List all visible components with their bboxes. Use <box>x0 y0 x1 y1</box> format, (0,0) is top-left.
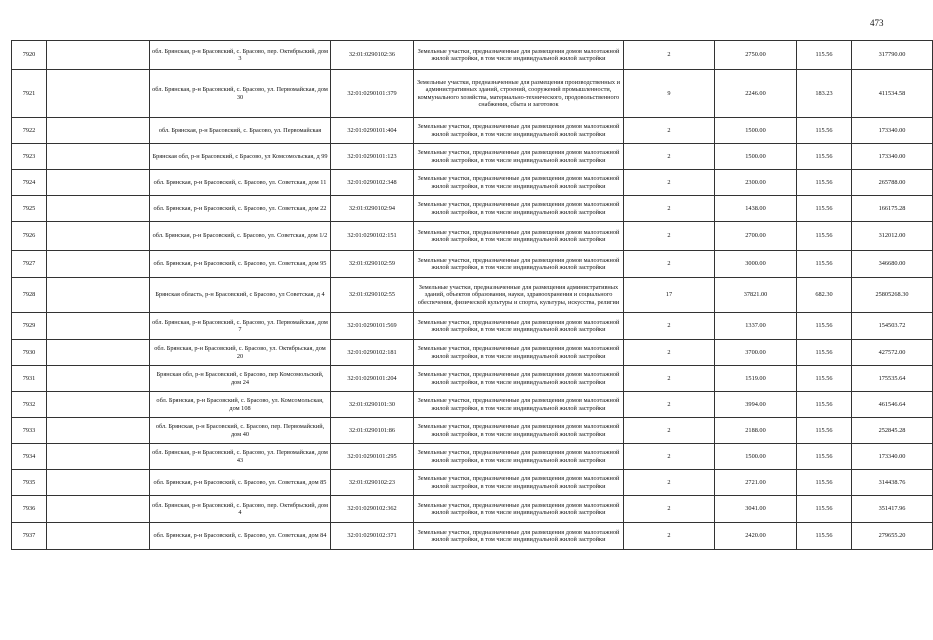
cell-specific-value: 115.56 <box>797 392 852 418</box>
table-row <box>12 392 933 418</box>
cell-row-number: 7929 <box>12 313 47 340</box>
cell-cadastral-number: 32:01:0290102:36 <box>331 41 414 70</box>
cell-specific-value: 115.56 <box>797 41 852 70</box>
cell-area: 3000.00 <box>715 251 797 278</box>
cell-use-group: 2 <box>624 366 715 392</box>
cell-use-group: 2 <box>624 41 715 70</box>
cell-area: 2300.00 <box>715 170 797 196</box>
cell-cadastral-value: 166175.28 <box>852 196 933 222</box>
cell-use-group: 17 <box>624 278 715 313</box>
cell-specific-value: 183.23 <box>797 70 852 118</box>
cell-area: 1438.00 <box>715 196 797 222</box>
cell-row-number: 7925 <box>12 196 47 222</box>
table-row <box>12 41 933 70</box>
cell-cadastral-number: 32:01:0290102:94 <box>331 196 414 222</box>
cell-row-number: 7935 <box>12 470 47 496</box>
cell-land-use: Земельные участки, предназначенные для размещения домов малоэтажной жилой застройки, в том числе индивидуальной жилой застройки <box>414 340 624 366</box>
cell-land-use: Земельные участки, предназначенные для размещения домов малоэтажной жилой застройки, в том числе индивидуальной жилой застройки <box>414 313 624 340</box>
cell-specific-value: 115.56 <box>797 496 852 523</box>
cell-specific-value: 682.30 <box>797 278 852 313</box>
cell-use-group: 9 <box>624 70 715 118</box>
cell-use-group: 2 <box>624 222 715 251</box>
table-row <box>12 340 933 366</box>
cell-address: обл. Брянская, р-н Брасовский, с. Брасово, ул. Октябрьская, дом 20 <box>150 340 331 366</box>
cell-use-group: 2 <box>624 392 715 418</box>
cell-land-use: Земельные участки, предназначенные для размещения домов малоэтажной жилой застройки, в том числе индивидуальной жилой застройки <box>414 251 624 278</box>
cell-land-use: Земельные участки, предназначенные для размещения домов малоэтажной жилой застройки, в том числе индивидуальной жилой застройки <box>414 496 624 523</box>
cell-row-number: 7923 <box>12 144 47 170</box>
cell-cadastral-number: 32:01:0290101:379 <box>331 70 414 118</box>
registry-table-body <box>12 41 933 550</box>
cell-specific-value: 115.56 <box>797 118 852 144</box>
cell-area: 1500.00 <box>715 444 797 470</box>
cell-cadastral-value: 279655.20 <box>852 523 933 550</box>
cell-row-number: 7926 <box>12 222 47 251</box>
cell-specific-value: 115.56 <box>797 144 852 170</box>
cell-row-number: 7930 <box>12 340 47 366</box>
cell-use-group: 2 <box>624 470 715 496</box>
cell-area: 2721.00 <box>715 470 797 496</box>
cell-cadastral-value: 411534.58 <box>852 70 933 118</box>
table-row <box>12 70 933 118</box>
cell-cadastral-number: 32:01:0290101:30 <box>331 392 414 418</box>
cell-empty <box>47 470 150 496</box>
cell-use-group: 2 <box>624 418 715 444</box>
cell-area: 1337.00 <box>715 313 797 340</box>
cell-land-use: Земельные участки, предназначенные для размещения административных зданий, объектов образования, науки, здравоохранения и социального обеспечения, физической культуры и спорта, культуры, искусства, религии <box>414 278 624 313</box>
cell-use-group: 2 <box>624 251 715 278</box>
cell-address: обл. Брянская, р-н Брасовский, с. Брасово, ул. Советская, дом 1/2 <box>150 222 331 251</box>
cell-area: 1519.00 <box>715 366 797 392</box>
cell-row-number: 7920 <box>12 41 47 70</box>
cell-cadastral-number: 32:01:0290101:123 <box>331 144 414 170</box>
cell-row-number: 7937 <box>12 523 47 550</box>
cell-specific-value: 115.56 <box>797 313 852 340</box>
cell-land-use: Земельные участки, предназначенные для размещения домов малоэтажной жилой застройки, в том числе индивидуальной жилой застройки <box>414 41 624 70</box>
cell-area: 2700.00 <box>715 222 797 251</box>
cell-area: 3994.00 <box>715 392 797 418</box>
table-row <box>12 118 933 144</box>
page-number: 473 <box>870 18 884 28</box>
cell-area: 37821.00 <box>715 278 797 313</box>
cell-use-group: 2 <box>624 444 715 470</box>
cell-land-use: Земельные участки, предназначенные для размещения домов малоэтажной жилой застройки, в том числе индивидуальной жилой застройки <box>414 470 624 496</box>
cell-address: обл. Брянская, р-н Брасовский, с. Брасово, пер. Первомайский, дом 40 <box>150 418 331 444</box>
cell-cadastral-number: 32:01:0290102:348 <box>331 170 414 196</box>
cell-empty <box>47 496 150 523</box>
cell-cadastral-number: 32:01:0290101:404 <box>331 118 414 144</box>
cell-address: обл. Брянская, р-н Брасовский, с. Брасово, ул. Первомайская, дом 43 <box>150 444 331 470</box>
cell-cadastral-number: 32:01:0290102:181 <box>331 340 414 366</box>
cell-cadastral-value: 173340.00 <box>852 144 933 170</box>
cell-address: обл. Брянская, р-н Брасовский, с. Брасово, ул. Первомайская, дом 30 <box>150 70 331 118</box>
cell-use-group: 2 <box>624 340 715 366</box>
cell-cadastral-number: 32:01:0290102:362 <box>331 496 414 523</box>
table-row <box>12 496 933 523</box>
cell-area: 2246.00 <box>715 70 797 118</box>
cell-cadastral-value: 252845.28 <box>852 418 933 444</box>
land-registry-table <box>11 40 933 550</box>
cell-row-number: 7927 <box>12 251 47 278</box>
cell-cadastral-value: 461546.64 <box>852 392 933 418</box>
table-row <box>12 144 933 170</box>
cell-empty <box>47 523 150 550</box>
cell-land-use: Земельные участки, предназначенные для размещения домов малоэтажной жилой застройки, в том числе индивидуальной жилой застройки <box>414 392 624 418</box>
table-row <box>12 366 933 392</box>
cell-area: 3041.00 <box>715 496 797 523</box>
cell-cadastral-number: 32:01:0290102:59 <box>331 251 414 278</box>
cell-cadastral-number: 32:01:0290101:569 <box>331 313 414 340</box>
cell-specific-value: 115.56 <box>797 196 852 222</box>
cell-address: обл. Брянская, р-н Брасовский, с. Брасово, ул. Советская, дом 84 <box>150 523 331 550</box>
table-row <box>12 313 933 340</box>
table-row <box>12 251 933 278</box>
cell-land-use: Земельные участки, предназначенные для размещения домов малоэтажной жилой застройки, в том числе индивидуальной жилой застройки <box>414 366 624 392</box>
cell-area: 2420.00 <box>715 523 797 550</box>
cell-cadastral-number: 32:01:0290101:295 <box>331 444 414 470</box>
table-row <box>12 170 933 196</box>
table-row <box>12 523 933 550</box>
cell-empty <box>47 251 150 278</box>
cell-address: обл. Брянская, р-н Брасовский, с. Брасово, ул. Советская, дом 11 <box>150 170 331 196</box>
cell-cadastral-number: 32:01:0290102:151 <box>331 222 414 251</box>
cell-specific-value: 115.56 <box>797 340 852 366</box>
cell-use-group: 2 <box>624 313 715 340</box>
cell-specific-value: 115.56 <box>797 366 852 392</box>
cell-land-use: Земельные участки, предназначенные для размещения домов малоэтажной жилой застройки, в том числе индивидуальной жилой застройки <box>414 222 624 251</box>
cell-address: обл. Брянская, р-н Брасовский, с. Брасово, ул. Советская, дом 85 <box>150 470 331 496</box>
cell-empty <box>47 392 150 418</box>
cell-cadastral-value: 154503.72 <box>852 313 933 340</box>
cell-area: 1500.00 <box>715 118 797 144</box>
cell-area: 3700.00 <box>715 340 797 366</box>
cell-empty <box>47 118 150 144</box>
cell-cadastral-value: 173340.00 <box>852 118 933 144</box>
cell-area: 2188.00 <box>715 418 797 444</box>
cell-use-group: 2 <box>624 144 715 170</box>
cell-land-use: Земельные участки, предназначенные для размещения домов малоэтажной жилой застройки, в том числе индивидуальной жилой застройки <box>414 170 624 196</box>
cell-cadastral-value: 175535.64 <box>852 366 933 392</box>
cell-land-use: Земельные участки, предназначенные для размещения домов малоэтажной жилой застройки, в том числе индивидуальной жилой застройки <box>414 144 624 170</box>
cell-row-number: 7933 <box>12 418 47 444</box>
cell-empty <box>47 278 150 313</box>
table-row <box>12 470 933 496</box>
cell-address: обл. Брянская, р-н Брасовский, с. Брасово, ул. Первомайская <box>150 118 331 144</box>
cell-row-number: 7932 <box>12 392 47 418</box>
cell-use-group: 2 <box>624 118 715 144</box>
cell-address: обл. Брянская, р-н Брасовский, с. Брасово, ул. Первомайская, дом 7 <box>150 313 331 340</box>
cell-address: обл. Брянская, р-н Брасовский, с. Брасово, пер. Октябрьский, дом 3 <box>150 41 331 70</box>
cell-row-number: 7924 <box>12 170 47 196</box>
cell-address: обл. Брянская, р-н Брасовский, с. Брасово, ул. Комсомольская, дом 108 <box>150 392 331 418</box>
cell-land-use: Земельные участки, предназначенные для размещения домов малоэтажной жилой застройки, в том числе индивидуальной жилой застройки <box>414 418 624 444</box>
cell-cadastral-value: 25805268.30 <box>852 278 933 313</box>
cell-address: Брянская обл, р-н Брасовский, с Брасово, ул Комсомольская, д 99 <box>150 144 331 170</box>
cell-specific-value: 115.56 <box>797 251 852 278</box>
cell-row-number: 7934 <box>12 444 47 470</box>
cell-specific-value: 115.56 <box>797 170 852 196</box>
table-row <box>12 222 933 251</box>
table-row <box>12 418 933 444</box>
cell-specific-value: 115.56 <box>797 418 852 444</box>
cell-specific-value: 115.56 <box>797 470 852 496</box>
cell-cadastral-value: 173340.00 <box>852 444 933 470</box>
cell-area: 1500.00 <box>715 144 797 170</box>
cell-cadastral-number: 32:01:0290102:371 <box>331 523 414 550</box>
cell-cadastral-number: 32:01:0290102:55 <box>331 278 414 313</box>
cell-cadastral-value: 265788.00 <box>852 170 933 196</box>
cell-land-use: Земельные участки, предназначенные для размещения производственных и административных зданий, строений, сооружений промышленности, коммунального хозяйства, материально-технического, продовольственного снабжения, сбыта и заготовок <box>414 70 624 118</box>
cell-specific-value: 115.56 <box>797 222 852 251</box>
cell-cadastral-value: 351417.96 <box>852 496 933 523</box>
cell-empty <box>47 340 150 366</box>
cell-land-use: Земельные участки, предназначенные для размещения домов малоэтажной жилой застройки, в том числе индивидуальной жилой застройки <box>414 444 624 470</box>
cell-empty <box>47 144 150 170</box>
cell-use-group: 2 <box>624 196 715 222</box>
cell-address: обл. Брянская, р-н Брасовский, с. Брасово, ул. Советская, дом 95 <box>150 251 331 278</box>
cell-address: обл. Брянская, р-н Брасовский, с. Брасово, пер. Октябрьский, дом 4 <box>150 496 331 523</box>
cell-cadastral-number: 32:01:0290102:23 <box>331 470 414 496</box>
cell-land-use: Земельные участки, предназначенные для размещения домов малоэтажной жилой застройки, в том числе индивидуальной жилой застройки <box>414 196 624 222</box>
cell-row-number: 7928 <box>12 278 47 313</box>
cell-empty <box>47 418 150 444</box>
cell-land-use: Земельные участки, предназначенные для размещения домов малоэтажной жилой застройки, в том числе индивидуальной жилой застройки <box>414 523 624 550</box>
cell-row-number: 7931 <box>12 366 47 392</box>
cell-specific-value: 115.56 <box>797 444 852 470</box>
cell-cadastral-value: 314438.76 <box>852 470 933 496</box>
cell-row-number: 7921 <box>12 70 47 118</box>
cell-cadastral-number: 32:01:0290101:204 <box>331 366 414 392</box>
cell-use-group: 2 <box>624 496 715 523</box>
cell-land-use: Земельные участки, предназначенные для размещения домов малоэтажной жилой застройки, в том числе индивидуальной жилой застройки <box>414 118 624 144</box>
cell-empty <box>47 170 150 196</box>
cell-specific-value: 115.56 <box>797 523 852 550</box>
cell-cadastral-value: 427572.00 <box>852 340 933 366</box>
cell-cadastral-value: 317790.00 <box>852 41 933 70</box>
table-row <box>12 196 933 222</box>
cell-cadastral-value: 312012.00 <box>852 222 933 251</box>
cell-empty <box>47 70 150 118</box>
cell-row-number: 7936 <box>12 496 47 523</box>
table-row <box>12 278 933 313</box>
cell-cadastral-number: 32:01:0290101:86 <box>331 418 414 444</box>
cell-area: 2750.00 <box>715 41 797 70</box>
cell-row-number: 7922 <box>12 118 47 144</box>
cell-cadastral-value: 346680.00 <box>852 251 933 278</box>
cell-empty <box>47 366 150 392</box>
table-row <box>12 444 933 470</box>
cell-address: Брянская область, р-н Брасовский, с Брасово, ул Советская, д 4 <box>150 278 331 313</box>
cell-address: обл. Брянская, р-н Брасовский, с. Брасово, ул. Советская, дом 22 <box>150 196 331 222</box>
cell-empty <box>47 222 150 251</box>
cell-address: Брянская обл, р-н Брасовский, с Брасово, пер Комсомольский, дом 24 <box>150 366 331 392</box>
cell-empty <box>47 41 150 70</box>
cell-empty <box>47 444 150 470</box>
cell-use-group: 2 <box>624 170 715 196</box>
cell-empty <box>47 313 150 340</box>
cell-use-group: 2 <box>624 523 715 550</box>
cell-empty <box>47 196 150 222</box>
